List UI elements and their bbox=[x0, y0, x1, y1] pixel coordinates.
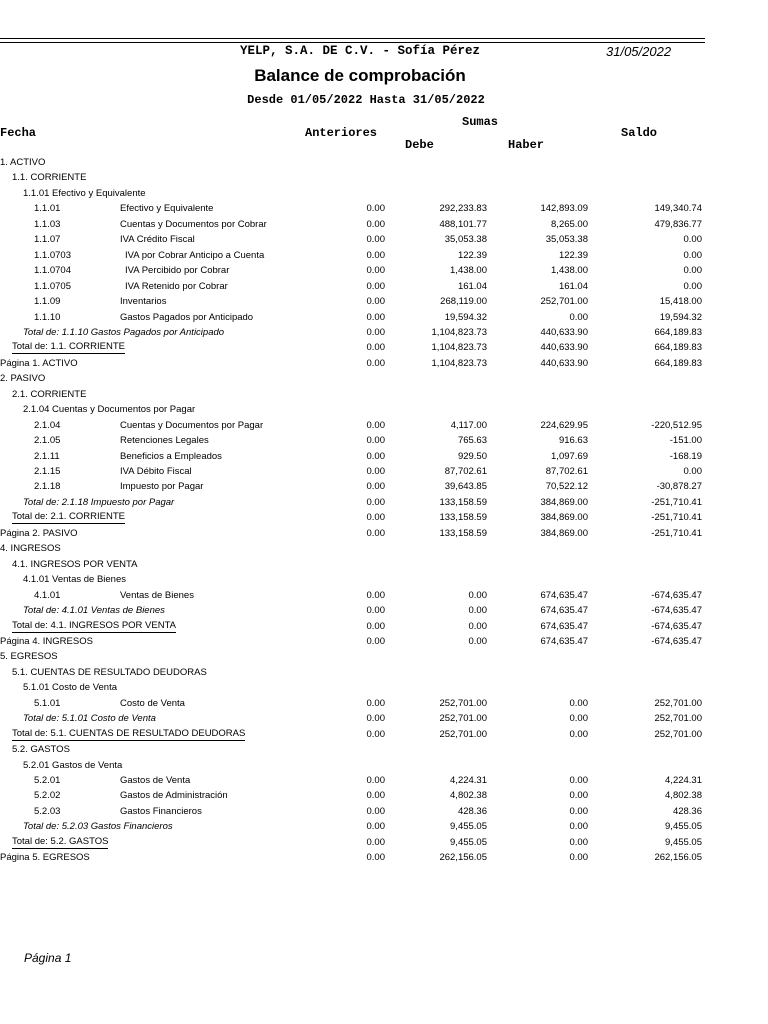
account-code: 5.1.01 bbox=[34, 697, 61, 709]
account-row bbox=[0, 279, 768, 295]
value-haber: 161.04 bbox=[558, 280, 588, 292]
account-row bbox=[0, 263, 768, 279]
total-label: Total de: 5.2. GASTOS bbox=[12, 835, 109, 847]
value-haber: 70,522.12 bbox=[545, 481, 588, 493]
value-anteriores: 0.00 bbox=[366, 481, 385, 493]
account-name: IVA Percibido por Cobrar bbox=[125, 265, 230, 277]
value-haber: 674,635.47 bbox=[540, 589, 588, 601]
value-haber: 384,869.00 bbox=[540, 512, 588, 524]
top-rule-second bbox=[0, 42, 705, 43]
account-code: 4.1.01 bbox=[34, 589, 61, 601]
total-row bbox=[0, 340, 768, 356]
value-haber: 122.39 bbox=[558, 249, 588, 261]
value-haber: 0.00 bbox=[569, 805, 588, 817]
value-anteriores: 0.00 bbox=[366, 512, 385, 524]
value-anteriores: 0.00 bbox=[366, 697, 385, 709]
total-label: Total de: 4.1. INGRESOS POR VENTA bbox=[12, 619, 177, 631]
value-anteriores: 0.00 bbox=[366, 466, 385, 477]
report-title: Balance de comprobación bbox=[254, 66, 466, 85]
total-row bbox=[0, 603, 768, 619]
value-saldo: 428.36 bbox=[672, 805, 702, 817]
value-anteriores: 0.00 bbox=[366, 435, 385, 447]
account-name: Costo de Venta bbox=[120, 697, 185, 709]
account-code: 1.1.0704 bbox=[34, 265, 71, 277]
total-row bbox=[0, 835, 768, 851]
account-name: Impuesto por Pagar bbox=[120, 481, 204, 493]
total-label: Total de: 4.1.01 Ventas de Bienes bbox=[23, 605, 165, 617]
group-heading-row bbox=[0, 557, 768, 573]
value-anteriores: 0.00 bbox=[366, 342, 385, 354]
value-haber: 1,438.00 bbox=[551, 265, 588, 277]
report-date: 31/05/2022 bbox=[606, 44, 672, 59]
group-heading-row bbox=[0, 572, 768, 588]
value-anteriores: 0.00 bbox=[366, 805, 385, 817]
value-debe: 161.04 bbox=[457, 280, 487, 292]
value-haber: 87,702.61 bbox=[545, 466, 588, 477]
value-saldo: -151.00 bbox=[669, 435, 702, 447]
value-anteriores: 0.00 bbox=[366, 234, 385, 246]
value-debe: 1,438.00 bbox=[450, 265, 487, 277]
value-haber: 674,635.47 bbox=[540, 635, 588, 647]
account-name: Gastos Financieros bbox=[120, 805, 202, 817]
account-name: IVA Débito Fiscal bbox=[120, 466, 192, 477]
account-row bbox=[0, 232, 768, 248]
account-code: 5.2.01 bbox=[34, 775, 61, 786]
value-anteriores: 0.00 bbox=[366, 605, 385, 617]
total-label: Página 2. PASIVO bbox=[0, 527, 78, 539]
value-anteriores: 0.00 bbox=[366, 496, 385, 508]
group-heading-row bbox=[0, 371, 768, 387]
group-heading: 2. PASIVO bbox=[0, 373, 46, 385]
account-name: Gastos de Venta bbox=[120, 775, 191, 786]
value-debe: 9,455.05 bbox=[450, 821, 487, 833]
total-row bbox=[0, 495, 768, 511]
value-debe: 1,104,823.73 bbox=[431, 326, 487, 338]
total-row bbox=[0, 356, 768, 372]
value-haber: 142,893.09 bbox=[540, 203, 588, 215]
group-heading: 5.1.01 Costo de Venta bbox=[23, 682, 118, 694]
account-row bbox=[0, 310, 768, 326]
group-heading: 2.1.04 Cuentas y Documentos por Pagar bbox=[23, 404, 196, 416]
value-saldo: -251,710.41 bbox=[651, 496, 702, 508]
value-anteriores: 0.00 bbox=[366, 713, 385, 725]
group-heading: 5. EGRESOS bbox=[0, 651, 58, 663]
value-saldo: 0.00 bbox=[683, 249, 702, 261]
value-saldo: 0.00 bbox=[683, 466, 702, 477]
value-anteriores: 0.00 bbox=[366, 265, 385, 277]
value-anteriores: 0.00 bbox=[366, 728, 385, 740]
value-haber: 384,869.00 bbox=[540, 527, 588, 539]
value-haber: 252,701.00 bbox=[540, 296, 588, 308]
account-row bbox=[0, 479, 768, 495]
account-code: 1.1.01 bbox=[34, 203, 61, 215]
value-haber: 916.63 bbox=[558, 435, 588, 447]
value-saldo: 262,156.05 bbox=[654, 852, 702, 864]
account-code: 1.1.0705 bbox=[34, 280, 71, 292]
total-label: Total de: 5.1.01 Costo de Venta bbox=[23, 713, 156, 725]
group-heading: 4. INGRESOS bbox=[0, 543, 61, 555]
total-row bbox=[0, 819, 768, 835]
group-heading: 5.2. GASTOS bbox=[12, 744, 70, 756]
value-haber: 440,633.90 bbox=[540, 342, 588, 354]
account-name: IVA por Cobrar Anticipo a Cuenta bbox=[125, 249, 265, 261]
value-anteriores: 0.00 bbox=[366, 249, 385, 261]
value-haber: 674,635.47 bbox=[540, 605, 588, 617]
value-debe: 19,594.32 bbox=[444, 311, 487, 323]
account-code: 2.1.05 bbox=[34, 435, 61, 447]
value-debe: 1,104,823.73 bbox=[431, 342, 487, 354]
total-row bbox=[0, 325, 768, 341]
col-header-debe: Debe bbox=[405, 138, 434, 152]
total-row bbox=[0, 510, 768, 526]
account-name: IVA Crédito Fiscal bbox=[120, 234, 195, 246]
value-debe: 0.00 bbox=[468, 635, 487, 647]
total-label: Total de: 2.1.18 Impuesto por Pagar bbox=[23, 496, 175, 508]
value-saldo: 19,594.32 bbox=[659, 311, 702, 323]
value-debe: 428.36 bbox=[457, 805, 487, 817]
value-haber: 0.00 bbox=[569, 713, 588, 725]
total-label: Total de: 1.1.10 Gastos Pagados por Anticipado bbox=[23, 326, 225, 338]
value-debe: 39,643.85 bbox=[444, 481, 487, 493]
value-saldo: 252,701.00 bbox=[654, 697, 702, 709]
account-row bbox=[0, 696, 768, 712]
value-anteriores: 0.00 bbox=[366, 836, 385, 848]
value-saldo: 9,455.05 bbox=[665, 821, 702, 833]
date-range: Desde 01/05/2022 Hasta 31/05/2022 bbox=[247, 93, 485, 107]
group-heading-row bbox=[0, 387, 768, 403]
group-heading-row bbox=[0, 680, 768, 696]
value-haber: 0.00 bbox=[569, 311, 588, 323]
value-saldo: 15,418.00 bbox=[659, 296, 702, 308]
total-label: Total de: 2.1. CORRIENTE bbox=[12, 511, 125, 523]
group-heading: 4.1. INGRESOS POR VENTA bbox=[12, 558, 138, 570]
col-header-anteriores: Anteriores bbox=[305, 126, 378, 140]
value-debe: 252,701.00 bbox=[439, 713, 487, 725]
value-debe: 87,702.61 bbox=[444, 466, 487, 477]
value-debe: 133,158.59 bbox=[439, 496, 487, 508]
value-haber: 384,869.00 bbox=[540, 496, 588, 508]
group-heading: 1.1. CORRIENTE bbox=[12, 172, 87, 184]
value-anteriores: 0.00 bbox=[366, 620, 385, 632]
value-haber: 1,097.69 bbox=[551, 450, 588, 462]
value-anteriores: 0.00 bbox=[366, 821, 385, 833]
total-row bbox=[0, 619, 768, 635]
group-heading-row bbox=[0, 541, 768, 557]
account-code: 1.1.10 bbox=[34, 311, 61, 323]
value-debe: 9,455.05 bbox=[450, 836, 487, 848]
total-label: Página 1. ACTIVO bbox=[0, 357, 78, 369]
col-header-saldo: Saldo bbox=[621, 126, 658, 140]
total-label: Página 5. EGRESOS bbox=[0, 852, 90, 864]
total-row bbox=[0, 526, 768, 542]
value-debe: 268,119.00 bbox=[440, 296, 487, 308]
account-row bbox=[0, 788, 768, 804]
value-debe: 765.63 bbox=[457, 435, 487, 447]
group-heading: 5.1. CUENTAS DE RESULTADO DEUDORAS bbox=[12, 666, 207, 678]
account-row bbox=[0, 201, 768, 217]
value-debe: 1,104,823.73 bbox=[431, 357, 487, 369]
value-haber: 0.00 bbox=[569, 775, 588, 786]
account-name: Efectivo y Equivalente bbox=[120, 203, 214, 215]
account-code: 5.2.03 bbox=[34, 805, 61, 817]
group-heading-row bbox=[0, 155, 768, 171]
account-row bbox=[0, 217, 768, 233]
account-code: 5.2.02 bbox=[34, 790, 61, 802]
group-heading-row bbox=[0, 649, 768, 665]
value-saldo: 149,340.74 bbox=[654, 203, 702, 215]
value-saldo: 479,836.77 bbox=[654, 218, 702, 230]
value-haber: 674,635.47 bbox=[540, 620, 588, 632]
account-row bbox=[0, 248, 768, 264]
value-saldo: 0.00 bbox=[683, 280, 702, 292]
total-label: Total de: 5.2.03 Gastos Financieros bbox=[23, 821, 173, 833]
value-anteriores: 0.00 bbox=[366, 450, 385, 462]
value-anteriores: 0.00 bbox=[366, 203, 385, 215]
account-row bbox=[0, 464, 768, 480]
value-debe: 133,158.59 bbox=[439, 512, 487, 524]
value-haber: 224,629.95 bbox=[540, 419, 588, 431]
value-haber: 0.00 bbox=[569, 821, 588, 833]
value-saldo: 252,701.00 bbox=[654, 713, 702, 725]
account-code: 1.1.03 bbox=[34, 218, 61, 230]
value-saldo: -251,710.41 bbox=[651, 512, 702, 524]
account-name: Cuentas y Documentos por Pagar bbox=[120, 419, 264, 431]
value-anteriores: 0.00 bbox=[366, 527, 385, 539]
value-anteriores: 0.00 bbox=[366, 775, 385, 786]
value-anteriores: 0.00 bbox=[366, 790, 385, 802]
value-debe: 4,802.38 bbox=[450, 790, 487, 802]
group-heading-row bbox=[0, 170, 768, 186]
account-name: Ventas de Bienes bbox=[120, 589, 194, 601]
account-row bbox=[0, 449, 768, 465]
account-name: Gastos Pagados por Anticipado bbox=[120, 311, 254, 323]
account-name: Inventarios bbox=[120, 296, 167, 308]
col-header-sumas: Sumas bbox=[462, 115, 499, 129]
top-rule bbox=[0, 38, 705, 39]
account-code: 2.1.11 bbox=[34, 450, 60, 462]
account-code: 2.1.04 bbox=[34, 419, 61, 431]
value-saldo: -220,512.95 bbox=[651, 419, 702, 431]
value-anteriores: 0.00 bbox=[366, 635, 385, 647]
total-row bbox=[0, 850, 768, 866]
account-name: Beneficios a Empleados bbox=[120, 450, 222, 462]
value-haber: 0.00 bbox=[569, 852, 588, 864]
value-anteriores: 0.00 bbox=[366, 296, 385, 308]
value-haber: 0.00 bbox=[569, 697, 588, 709]
value-saldo: -674,635.47 bbox=[651, 635, 702, 647]
value-anteriores: 0.00 bbox=[366, 311, 385, 323]
value-debe: 488,101.77 bbox=[439, 218, 487, 230]
value-anteriores: 0.00 bbox=[366, 589, 385, 601]
value-haber: 35,053.38 bbox=[545, 234, 588, 246]
value-saldo: 0.00 bbox=[683, 265, 702, 277]
account-row bbox=[0, 804, 768, 820]
value-debe: 929.50 bbox=[457, 450, 487, 462]
total-row bbox=[0, 727, 768, 743]
value-debe: 35,053.38 bbox=[444, 234, 487, 246]
value-debe: 122.39 bbox=[457, 249, 487, 261]
account-name: IVA Retenido por Cobrar bbox=[125, 280, 228, 292]
col-header-fecha: Fecha bbox=[0, 126, 37, 140]
total-label: Total de: 5.1. CUENTAS DE RESULTADO DEUDORAS bbox=[12, 727, 246, 739]
group-heading: 2.1. CORRIENTE bbox=[12, 388, 87, 400]
value-saldo: 4,802.38 bbox=[665, 790, 702, 802]
account-row bbox=[0, 418, 768, 434]
group-heading: 1. ACTIVO bbox=[0, 157, 46, 168]
group-heading-row bbox=[0, 186, 768, 202]
page-footer: Página 1 bbox=[24, 951, 72, 965]
account-name: Cuentas y Documentos por Cobrar bbox=[120, 218, 267, 230]
value-debe: 133,158.59 bbox=[439, 527, 487, 539]
total-label: Total de: 1.1. CORRIENTE bbox=[12, 341, 125, 353]
col-header-haber: Haber bbox=[508, 138, 545, 152]
value-saldo: -674,635.47 bbox=[651, 589, 702, 601]
value-saldo: -674,635.47 bbox=[651, 620, 702, 632]
account-code: 1.1.09 bbox=[34, 296, 61, 308]
value-debe: 252,701.00 bbox=[439, 728, 487, 740]
group-heading-row bbox=[0, 665, 768, 681]
total-row bbox=[0, 711, 768, 727]
value-haber: 0.00 bbox=[569, 728, 588, 740]
value-haber: 0.00 bbox=[569, 790, 588, 802]
value-saldo: 664,189.83 bbox=[654, 357, 702, 369]
group-heading: 4.1.01 Ventas de Bienes bbox=[23, 574, 126, 586]
account-code: 1.1.0703 bbox=[34, 249, 71, 261]
group-heading-row bbox=[0, 758, 768, 774]
account-row bbox=[0, 773, 768, 789]
value-saldo: 664,189.83 bbox=[654, 326, 702, 338]
group-heading-row bbox=[0, 742, 768, 758]
value-debe: 252,701.00 bbox=[439, 697, 487, 709]
value-saldo: -168.19 bbox=[669, 450, 702, 462]
value-anteriores: 0.00 bbox=[366, 326, 385, 338]
value-saldo: 9,455.05 bbox=[665, 836, 702, 848]
company-name: YELP, S.A. DE C.V. - Sofía Pérez bbox=[239, 44, 481, 58]
account-row bbox=[0, 294, 768, 310]
value-anteriores: 0.00 bbox=[366, 357, 385, 369]
value-debe: 4,224.31 bbox=[450, 775, 487, 786]
account-name: Retenciones Legales bbox=[120, 435, 209, 447]
account-code: 1.1.07 bbox=[34, 234, 61, 246]
value-debe: 262,156.05 bbox=[439, 852, 487, 864]
value-anteriores: 0.00 bbox=[366, 280, 385, 292]
value-saldo: -251,710.41 bbox=[651, 527, 702, 539]
account-code: 2.1.18 bbox=[34, 481, 61, 493]
value-debe: 0.00 bbox=[468, 605, 487, 617]
account-name: Gastos de Administración bbox=[120, 790, 228, 802]
value-debe: 292,233.83 bbox=[439, 203, 487, 215]
value-saldo: -674,635.47 bbox=[651, 605, 702, 617]
value-haber: 440,633.90 bbox=[540, 326, 588, 338]
group-heading-row bbox=[0, 402, 768, 418]
value-saldo: 664,189.83 bbox=[654, 342, 702, 354]
value-debe: 0.00 bbox=[468, 589, 487, 601]
group-heading: 5.2.01 Gastos de Venta bbox=[23, 759, 123, 771]
value-anteriores: 0.00 bbox=[366, 218, 385, 230]
value-saldo: 0.00 bbox=[683, 234, 702, 246]
account-row bbox=[0, 433, 768, 449]
value-saldo: -30,878.27 bbox=[656, 481, 702, 493]
value-haber: 8,265.00 bbox=[551, 218, 588, 230]
group-heading: 1.1.01 Efectivo y Equivalente bbox=[23, 187, 146, 199]
value-debe: 4,117.00 bbox=[450, 419, 487, 431]
account-code: 2.1.15 bbox=[34, 466, 61, 477]
value-saldo: 252,701.00 bbox=[654, 728, 702, 740]
value-saldo: 4,224.31 bbox=[665, 775, 702, 786]
value-debe: 0.00 bbox=[468, 620, 487, 632]
value-haber: 440,633.90 bbox=[540, 357, 588, 369]
value-anteriores: 0.00 bbox=[366, 419, 385, 431]
value-haber: 0.00 bbox=[569, 836, 588, 848]
value-anteriores: 0.00 bbox=[366, 852, 385, 864]
account-row bbox=[0, 588, 768, 604]
total-label: Página 4. INGRESOS bbox=[0, 635, 93, 647]
total-row bbox=[0, 634, 768, 650]
